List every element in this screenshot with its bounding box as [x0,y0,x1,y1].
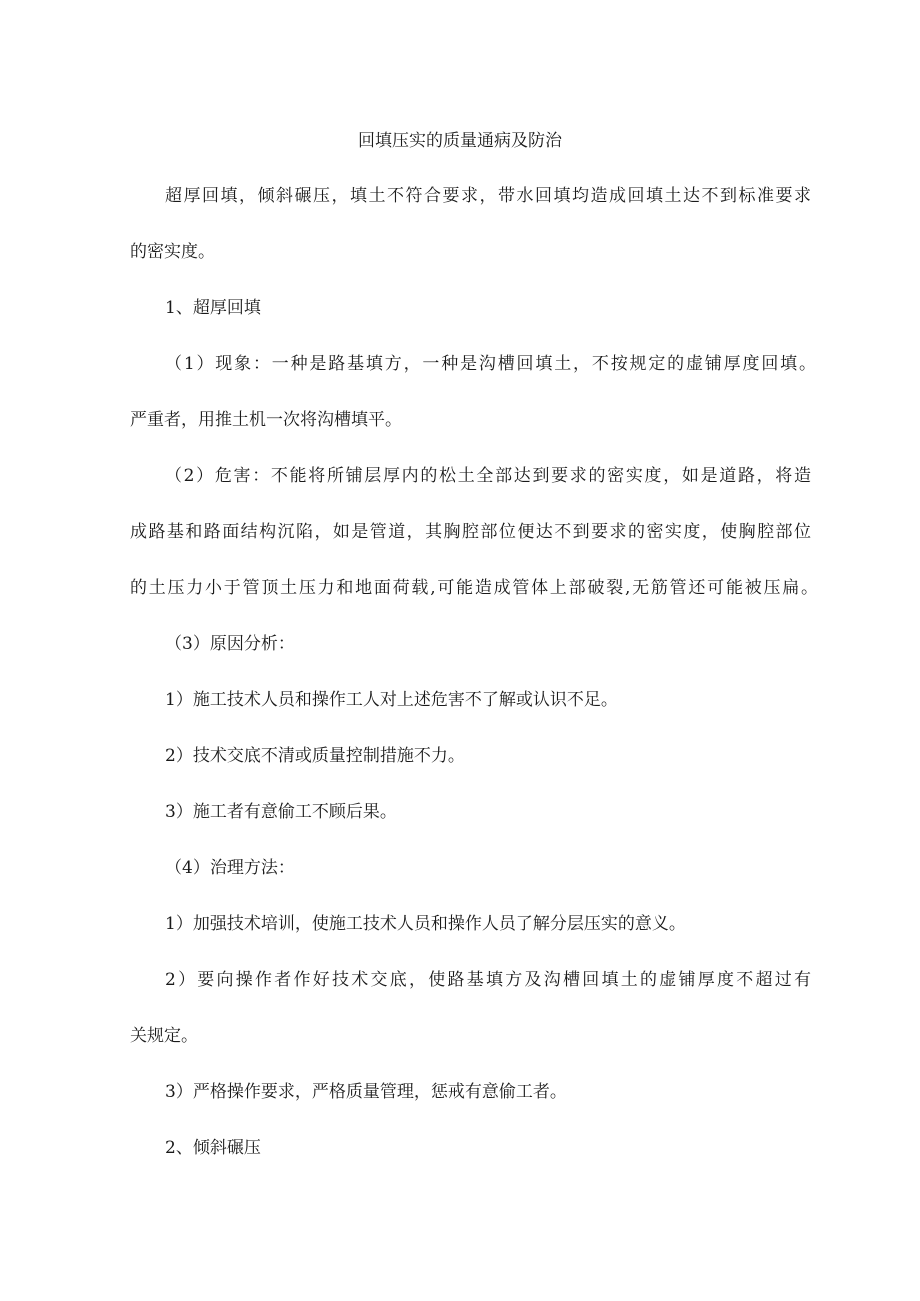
subsection-heading: （4）治理方法： [165,858,295,878]
paragraph-line: 的土压力小于管顶土压力和地面荷载,可能造成管体上部破裂,无筋管还可能被压扁。 [130,578,818,598]
list-item-continuation: 关规定。 [130,1026,198,1046]
list-item: 1）施工技术人员和操作工人对上述危害不了解或认识不足。 [165,690,618,710]
list-item: 3）严格操作要求，严格质量管理，惩戒有意偷工者。 [165,1082,567,1102]
section-heading: 2、倾斜碾压 [165,1138,261,1158]
paragraph-line: （2）危害：不能将所铺层厚内的松土全部达到要求的密实度，如是道路，将造 [165,466,811,486]
paragraph-line: 成路基和路面结构沉陷，如是管道，其胸腔部位便达不到要求的密实度，使胸腔部位 [130,522,811,542]
paragraph-line: 的密实度。 [130,242,215,262]
list-item: 2）要向操作者作好技术交底，使路基填方及沟槽回填土的虚铺厚度不超过有 [165,970,811,990]
paragraph-line: 严重者，用推土机一次将沟槽填平。 [130,410,402,430]
list-item: 3）施工者有意偷工不顾后果。 [165,802,397,822]
subsection-heading: （3）原因分析： [165,634,295,654]
section-heading: 1、超厚回填 [165,298,261,318]
paragraph-line: 超厚回填，倾斜碾压，填土不符合要求，带水回填均造成回填土达不到标准要求 [165,186,811,206]
paragraph-line: （1）现象：一种是路基填方，一种是沟槽回填土，不按规定的虚铺厚度回填。 [165,354,816,374]
list-item: 1）加强技术培训，使施工技术人员和操作人员了解分层压实的意义。 [165,914,686,934]
list-item: 2）技术交底不清或质量控制措施不力。 [165,746,465,766]
document-title: 回填压实的质量通病及防治 [358,131,562,151]
